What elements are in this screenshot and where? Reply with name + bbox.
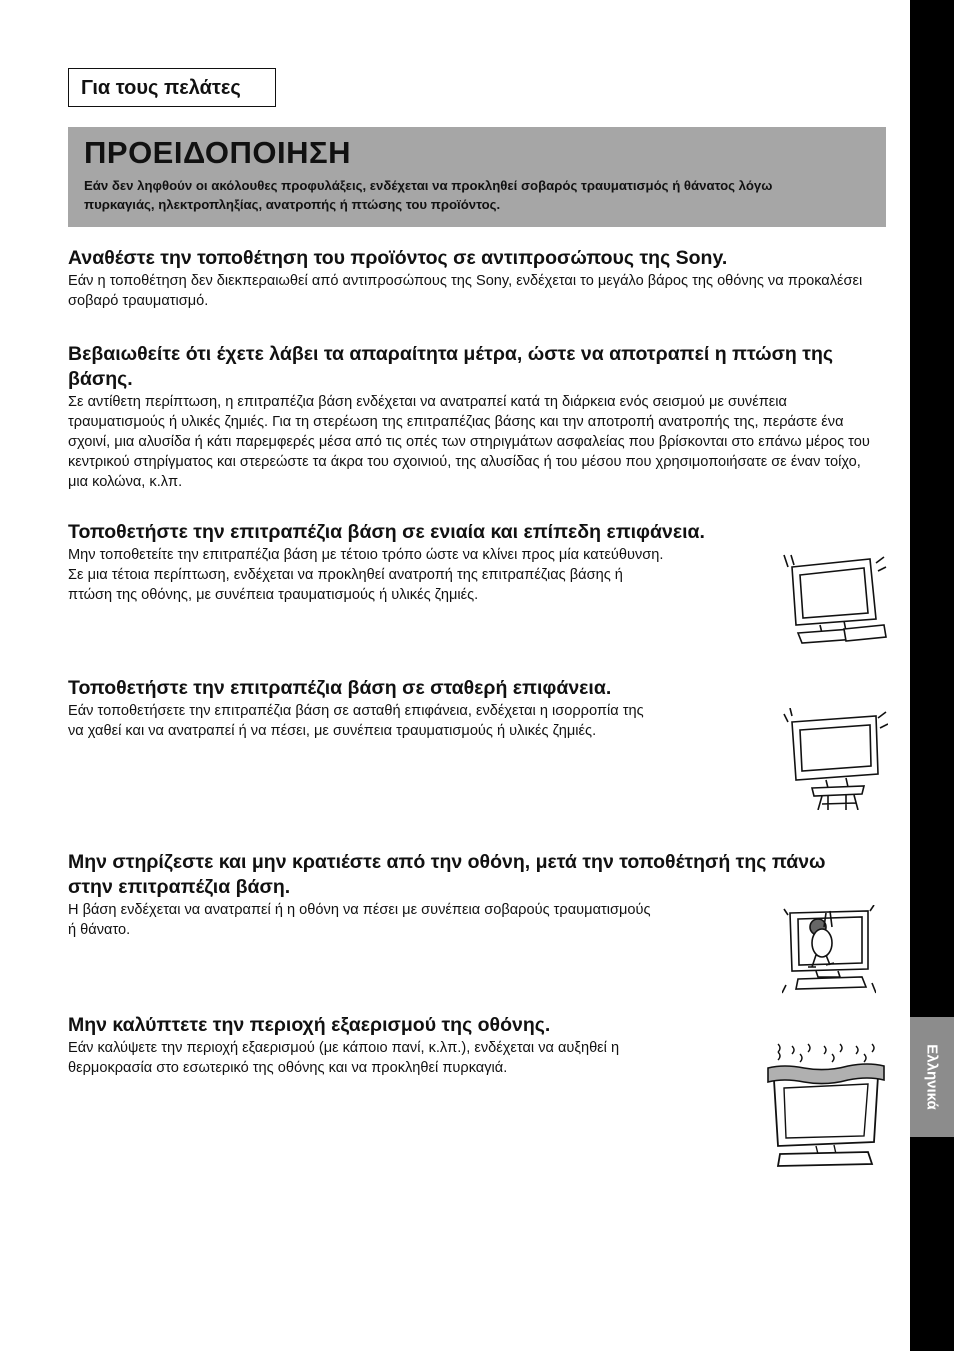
- section-heading: Τοποθετήστε την επιτραπέζια βάση σε ενιαία και επίπεδη επιφάνεια.: [68, 521, 705, 543]
- section-prevent-falling: [68, 342, 876, 492]
- warning-title: ΠΡΟΕΙΔΟΠΟΙΗΣΗ: [84, 135, 352, 170]
- side-tab-bar: [910, 0, 954, 1351]
- section-installation-dealer: [68, 246, 868, 311]
- language-tab: [910, 1017, 954, 1137]
- warning-text: Εάν δεν ληφθούν οι ακόλουθες προφυλάξεις, ενδέχεται να προκληθεί σοβαρός τραυματισμός ή θάνατος λόγω πυρκαγιάς, ηλεκτροπληξίας, ανατροπής ή πτώσης του προϊόντος.: [84, 178, 773, 212]
- section-body: Εάν καλύψετε την περιοχή εξαερισμού (με κάποιο πανί, κ.λπ.), ενδέχεται να αυξηθεί η θερμοκρασία στο εσωτερικό της οθόνης και να προκληθεί πυρκαγιά.: [68, 1040, 620, 1076]
- section-heading: Βεβαιωθείτε ότι έχετε λάβει τα απαραίτητα μέτρα, ώστε να αποτραπεί η πτώση της βάσης.: [68, 343, 834, 390]
- section-body: Εάν η τοποθέτηση δεν διεκπεραιωθεί από αντιπροσώπους της Sony, ενδέχεται το μεγάλο βάρος της οθόνης να προκαλέσει σοβαρό τραυματισμό.: [68, 273, 863, 309]
- tilted-display-illustration: [780, 553, 888, 648]
- unstable-surface-illustration: [782, 708, 888, 810]
- section-ventilation: [68, 1013, 658, 1078]
- section-heading: Τοποθετήστε την επιτραπέζια βάση σε σταθερή επιφάνεια.: [68, 677, 612, 699]
- section-heading: Μην καλύπτετε την περιοχή εξαερισμού της οθόνης.: [68, 1014, 551, 1036]
- section-body: Η βάση ενδέχεται να ανατραπεί ή η οθόνη να πέσει με συνέπεια σοβαρούς τραυματισμούς ή θάνατο.: [68, 902, 651, 938]
- warning-banner: [68, 127, 886, 227]
- section-body: Σε αντίθετη περίπτωση, η επιτραπέζια βάση ενδέχεται να ανατραπεί κατά τη διάρκεια ενός σεισμού με συνέπεια τραυματισμούς ή υλικές ζημιές. Για τη στερέωση της επιτραπέζιας βάσης και την αποτροπή ανατροπής της, περάστε ένα σχοινί, μια αλυσίδα ή κάτι παρεμφερές μέσα από τις οπές των στηριγμάτων ασφαλείας που βρίσκονται στο επάνω μέρος του κεντρικού στηρίγματος και στερεώστε τα άκρα του σχοινιού, της αλυσίδας ή του μέσου που χρησιμοποιήσατε σε έναν τοίχο, μια κολώνα, κ.λπ.: [68, 394, 870, 490]
- section-stable-surface: [68, 676, 658, 741]
- section-do-not-lean: [68, 850, 826, 940]
- section-level-surface: [68, 520, 705, 605]
- section-body: Μην τοποθετείτε την επιτραπέζια βάση με τέτοιο τρόπο ώστε να κλίνει προς μία κατεύθυνση. Σε μια τέτοια περίπτωση, ενδέχεται να προκληθεί ανατροπή της επιτραπέζιας βάσης ή πτώση της οθόνης, με συνέπεια τραυματισμούς ή υλικές ζημιές.: [68, 547, 664, 603]
- language-tab-label: Ελληνικά: [923, 1044, 941, 1110]
- audience-label: Για τους πελάτες: [68, 68, 276, 107]
- person-hanging-illustration: [782, 905, 876, 997]
- section-body: Εάν τοποθετήσετε την επιτραπέζια βάση σε ασταθή επιφάνεια, ενδέχεται η ισορροπία της να χαθεί και να ανατραπεί ή να πέσει, με συνέπεια τραυματισμούς ή υλικές ζημιές.: [68, 703, 644, 739]
- section-heading: Μην στηρίζεστε και μην κρατιέστε από την οθόνη, μετά την τοποθέτησή της πάνω στην επιτραπέζια βάση.: [68, 851, 826, 898]
- covered-vent-illustration: [764, 1040, 888, 1168]
- section-heading: Αναθέστε την τοποθέτηση του προϊόντος σε αντιπροσώπους της Sony.: [68, 247, 728, 269]
